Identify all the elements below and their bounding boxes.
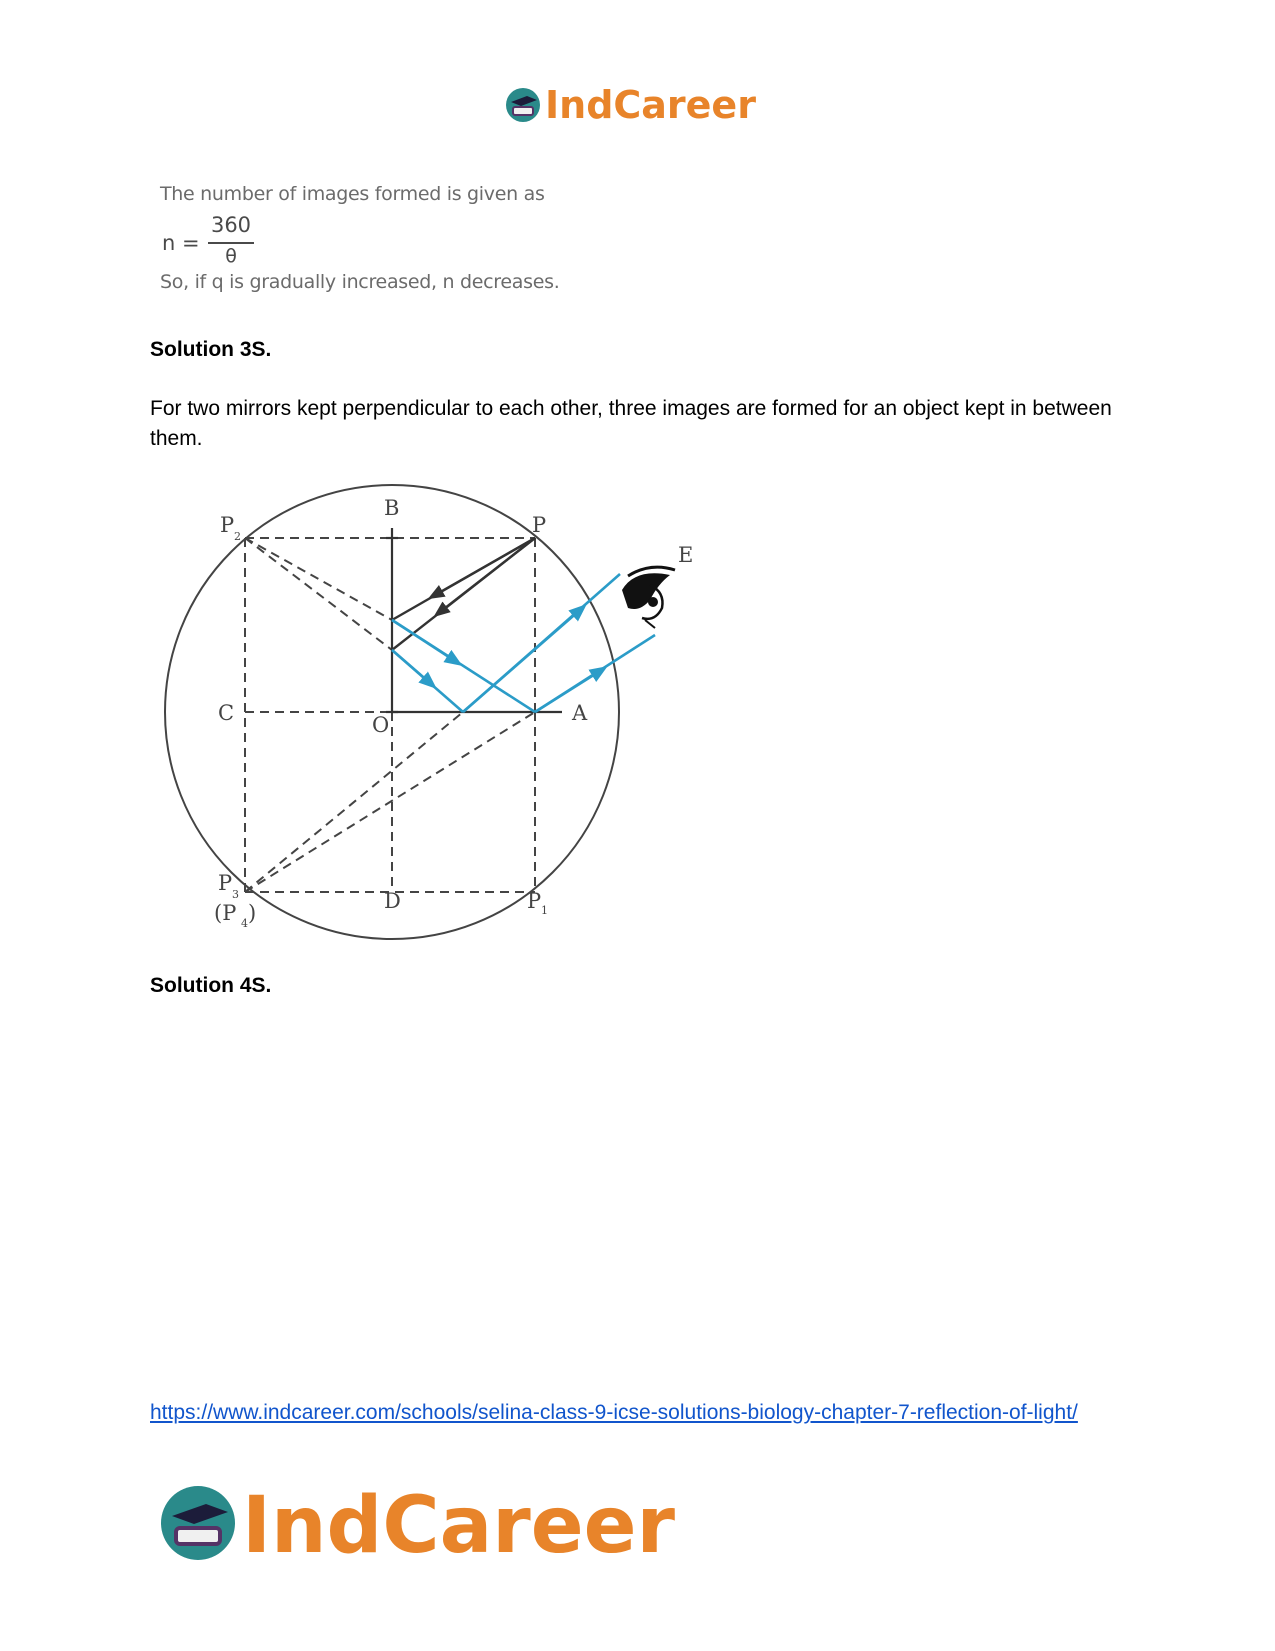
label-C: C: [218, 701, 235, 725]
indcareer-logo-top: [505, 80, 775, 130]
label-P4-close: ): [248, 901, 257, 925]
label-P2: P: [220, 513, 235, 537]
label-E: E: [678, 543, 694, 567]
solution-4s-heading: Solution 4S.: [150, 974, 272, 997]
fraction-bar: [208, 242, 254, 244]
label-P1: P: [527, 889, 542, 913]
formula-numerator: 360: [210, 213, 252, 237]
reflected-rays: [392, 574, 655, 712]
eye-icon: [622, 567, 675, 628]
label-B: B: [384, 496, 400, 520]
label-P3-sub: 3: [232, 888, 239, 901]
source-link[interactable]: https://www.indcareer.com/schools/selina-class-9-icse-solutions-biology-chapter-7-reflection-of-light/: [150, 1401, 1078, 1424]
indcareer-logo-bottom: [160, 1478, 700, 1568]
label-P4-sub: 4: [241, 917, 248, 930]
formula-denominator: θ: [225, 245, 237, 267]
dashed-image-lines: [245, 538, 535, 892]
logo-text: IndCareer: [242, 1481, 675, 1568]
logo-text: IndCareer: [545, 83, 756, 127]
label-P2-sub: 2: [234, 530, 241, 543]
perpendicular-mirrors-diagram: [150, 480, 710, 960]
logo-globe-icon: [161, 1486, 235, 1560]
snippet-conclusion: So, if q is gradually increased, n decreases.: [160, 271, 560, 293]
formula-lhs: n =: [162, 231, 200, 255]
solution-3s-text: For two mirrors kept perpendicular to each other, three images are formed for an object kept in between them.: [150, 397, 1112, 450]
label-P4: (P: [214, 901, 237, 925]
label-P: P: [532, 513, 547, 537]
label-A: A: [572, 701, 588, 725]
label-D: D: [384, 889, 401, 913]
snippet-intro: The number of images formed is given as: [160, 183, 545, 205]
label-P3: P: [218, 871, 233, 895]
solution-3s-heading: Solution 3S.: [150, 338, 272, 361]
label-O: O: [372, 713, 390, 737]
label-P1-sub: 1: [541, 904, 548, 917]
